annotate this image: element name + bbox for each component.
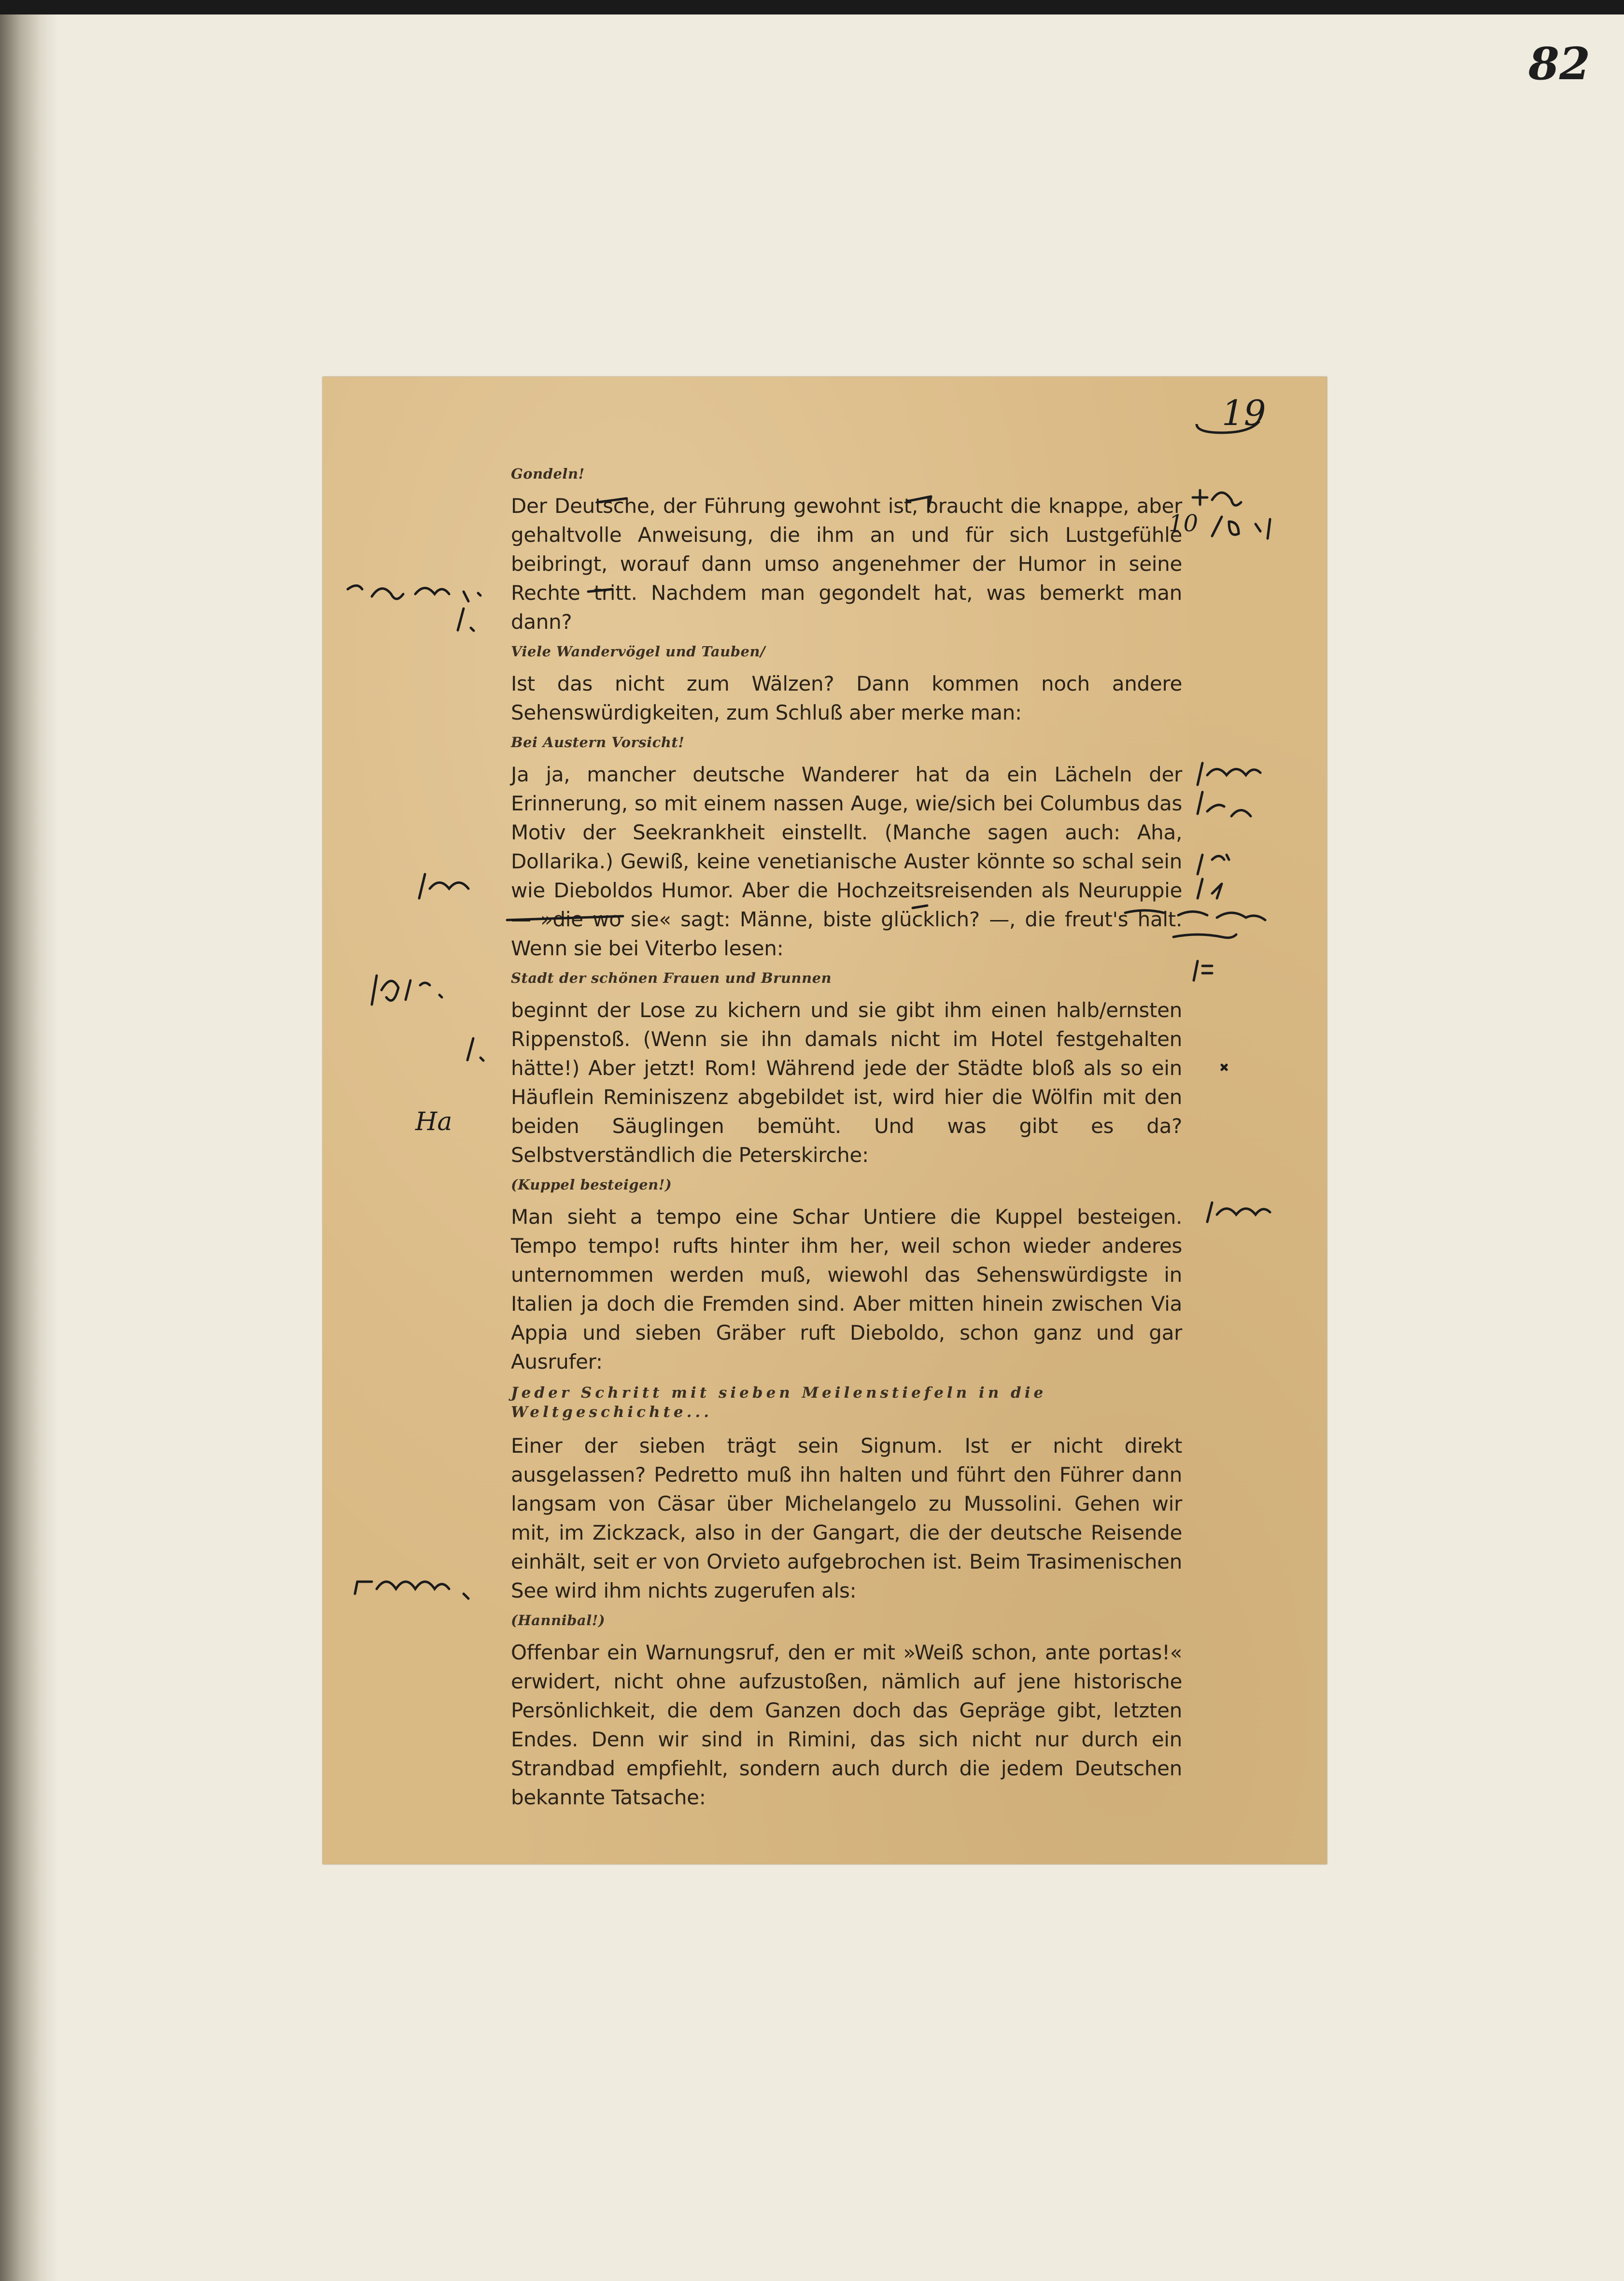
paragraph: Der Deutsche, der Führung gewohnt ist, braucht die knappe, aber gehaltvolle Anweisung, die ihm an und für sich Lustgefühle beibringt, worauf dann umso angenehmer der Humor in seine Rechte tritt. Nachdem man gegondelt hat, was bemerkt man dann?: [511, 494, 1182, 634]
section-heading: Bei Austern Vorsicht!: [511, 734, 685, 751]
folio-number: 82: [1528, 38, 1591, 90]
paragraph: beginnt der Lose zu kichern und sie gibt ihm einen halb/ernsten Rippenstoß. (Wenn sie ihn damals nicht im Hotel festgehalten hätte!) Aber jetzt! Rom! Während jede der Städte bloß als so ein Häuflein Reminiszenz abgebildet ist, wird hier die Wölfin mit den beiden Säuglingen bemüht. Und was gibt es da? Selbstverständlich die Peterskirche:: [511, 998, 1182, 1167]
section-heading: Jeder Schritt mit sieben Meilenstiefeln in die Weltgeschichte...: [511, 1384, 1047, 1421]
paragraph: Offenbar ein Warnungsruf, den er mit »Weiß schon, ante portas!« erwidert, nicht ohne aufzustoßen, nämlich auf jene historische Persönlichkeit, die dem Ganzen doch das Gepräge gibt, letzten Endes. Denn wir sind in Rimini, das sich nicht nur durch ein Strandbad empfiehlt, sondern auch durch die jedem Deutschen bekannte Tatsache:: [511, 1641, 1182, 1809]
section-heading: (Hannibal!): [511, 1612, 606, 1629]
paragraph: Ist das nicht zum Wälzen? Dann kommen noch andere Sehenswürdigkeiten, zum Schluß aber merke man:: [511, 672, 1182, 724]
section-heading: Gondeln!: [511, 466, 585, 482]
paragraph: Man sieht a tempo eine Schar Untiere die Kuppel besteigen. Tempo tempo! rufts hinter ihm her, weil schon wieder anderes unternommen werden muß, wiewohl das Sehenswürdigste in Italien ja doch die Fremden sind. Aber mitten hinein zwischen Via Appia und sieben Gräber ruft Dieboldo, schon ganz und gar Ausrufer:: [511, 1205, 1182, 1374]
section-heading: Stadt der schönen Frauen und Brunnen: [511, 970, 832, 986]
page-number: 19: [1222, 393, 1266, 433]
margin-note-right: 10: [1169, 510, 1199, 537]
section-heading: Viele Wandervögel und Tauben/: [511, 643, 766, 660]
paragraph: Ja ja, mancher deutsche Wanderer hat da ein Lächeln der Erinnerung, so mit einem nassen Auge, wie/sich bei Columbus das Motiv der Seekrankheit einstellt. (Manche sagen auch: Aha, Dollarika.) Gewiß, keine venetianische Auster könnte so schal sein wie Dieboldos Humor. Aber die Hochzeitsreisenden als Neuruppie — »die wo sie« sagt: Männe, biste glücklich? —, die freut's halt. Wenn sie bei Viterbo lesen:: [511, 763, 1182, 960]
paragraph: Einer der sieben trägt sein Signum. Ist er nicht direkt ausgelassen? Pedretto muß ihn halten und führt den Führer dann langsam von Cäsar über Michelangelo zu Mussolini. Gehen wir mit, im Zickzack, also in der Gangart, die der deutsche Reisende einhält, seit er von Orvieto aufgebrochen ist. Beim Trasimenischen See wird ihm nichts zugerufen als:: [511, 1434, 1182, 1602]
section-heading: (Kuppel besteigen!): [511, 1176, 672, 1193]
margin-note-left: Ha: [415, 1107, 452, 1136]
